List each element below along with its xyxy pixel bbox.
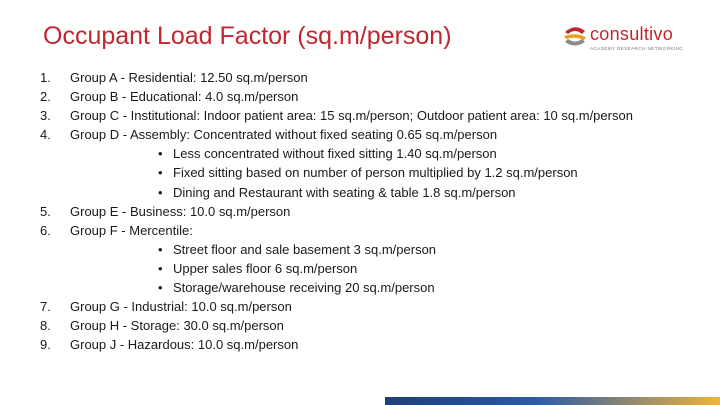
- occupant-load-list: [40, 68, 690, 354]
- list-item-text: Group J - Hazardous: 10.0 sq.m/person: [70, 337, 299, 353]
- logo-tagline: ACADEMY RESEARCH NETWORKING: [590, 46, 684, 51]
- sub-bullet-item: [40, 183, 690, 202]
- list-item: [40, 221, 690, 240]
- list-item-number: 8.: [40, 318, 51, 334]
- logo-mark-icon: [561, 22, 589, 52]
- list-item-text: Group A - Residential: 12.50 sq.m/person: [70, 70, 308, 85]
- list-item: [40, 68, 690, 87]
- bullet-icon: •: [158, 184, 163, 200]
- list-item-text: Group C - Institutional: Indoor patient area: 15 sq.m/person; Outdoor patient area: 10 sq.m/person: [70, 108, 633, 124]
- list-item-number: 5.: [40, 203, 51, 219]
- list-item-number: 6.: [40, 222, 51, 238]
- list-item-text: Group H - Storage: 30.0 sq.m/person: [70, 318, 284, 334]
- list-item-number: 2.: [40, 89, 51, 105]
- list-item: [40, 202, 690, 221]
- sub-bullet-text: Storage/warehouse receiving 20 sq.m/person: [173, 280, 435, 296]
- list-item: [40, 316, 690, 335]
- list-item: [40, 87, 690, 106]
- list-item-number: 1.: [40, 70, 51, 85]
- list-item: [40, 335, 690, 354]
- bullet-icon: •: [158, 241, 163, 257]
- list-item: [40, 106, 690, 125]
- bullet-icon: •: [158, 280, 163, 296]
- sub-bullet-text: Fixed sitting based on number of person multiplied by 1.2 sq.m/person: [173, 165, 578, 181]
- list-item: [40, 125, 690, 144]
- list-item-text: Group E - Business: 10.0 sq.m/person: [70, 203, 291, 219]
- sub-bullet-item: [40, 163, 690, 182]
- sub-bullet-text: Street floor and sale basement 3 sq.m/person: [173, 241, 437, 257]
- bullet-icon: •: [158, 260, 163, 276]
- list-item-number: 9.: [40, 337, 51, 353]
- list-item-text: Group F - Mercentile:: [70, 222, 193, 238]
- list-item-number: 3.: [40, 108, 51, 124]
- sub-bullet-text: Upper sales floor 6 sq.m/person: [173, 260, 358, 276]
- list-item: [40, 297, 690, 316]
- bullet-icon: •: [158, 165, 163, 181]
- list-item-text: Group G - Industrial: 10.0 sq.m/person: [70, 299, 292, 315]
- list-item-text: Group B - Educational: 4.0 sq.m/person: [70, 89, 299, 105]
- sub-bullet-text: Less concentrated without fixed sitting 1.40 sq.m/person: [173, 146, 497, 162]
- bullet-icon: •: [158, 146, 163, 162]
- footer-accent-bar: [385, 397, 720, 405]
- sub-bullet-item: [40, 240, 690, 259]
- list-item-text: Group D - Assembly: Concentrated without fixed seating 0.65 sq.m/person: [70, 127, 498, 143]
- slide-title: Occupant Load Factor (sq.m/person): [43, 22, 452, 50]
- logo-name: consultivo: [590, 24, 674, 44]
- sub-bullet-text: Dining and Restaurant with seating & table 1.8 sq.m/person: [173, 184, 516, 200]
- consultivo-logo: [561, 22, 691, 54]
- sub-bullet-item: [40, 259, 690, 278]
- sub-bullet-item: [40, 278, 690, 297]
- sub-bullet-item: [40, 144, 690, 163]
- list-item-number: 7.: [40, 299, 51, 315]
- list-item-number: 4.: [40, 127, 51, 143]
